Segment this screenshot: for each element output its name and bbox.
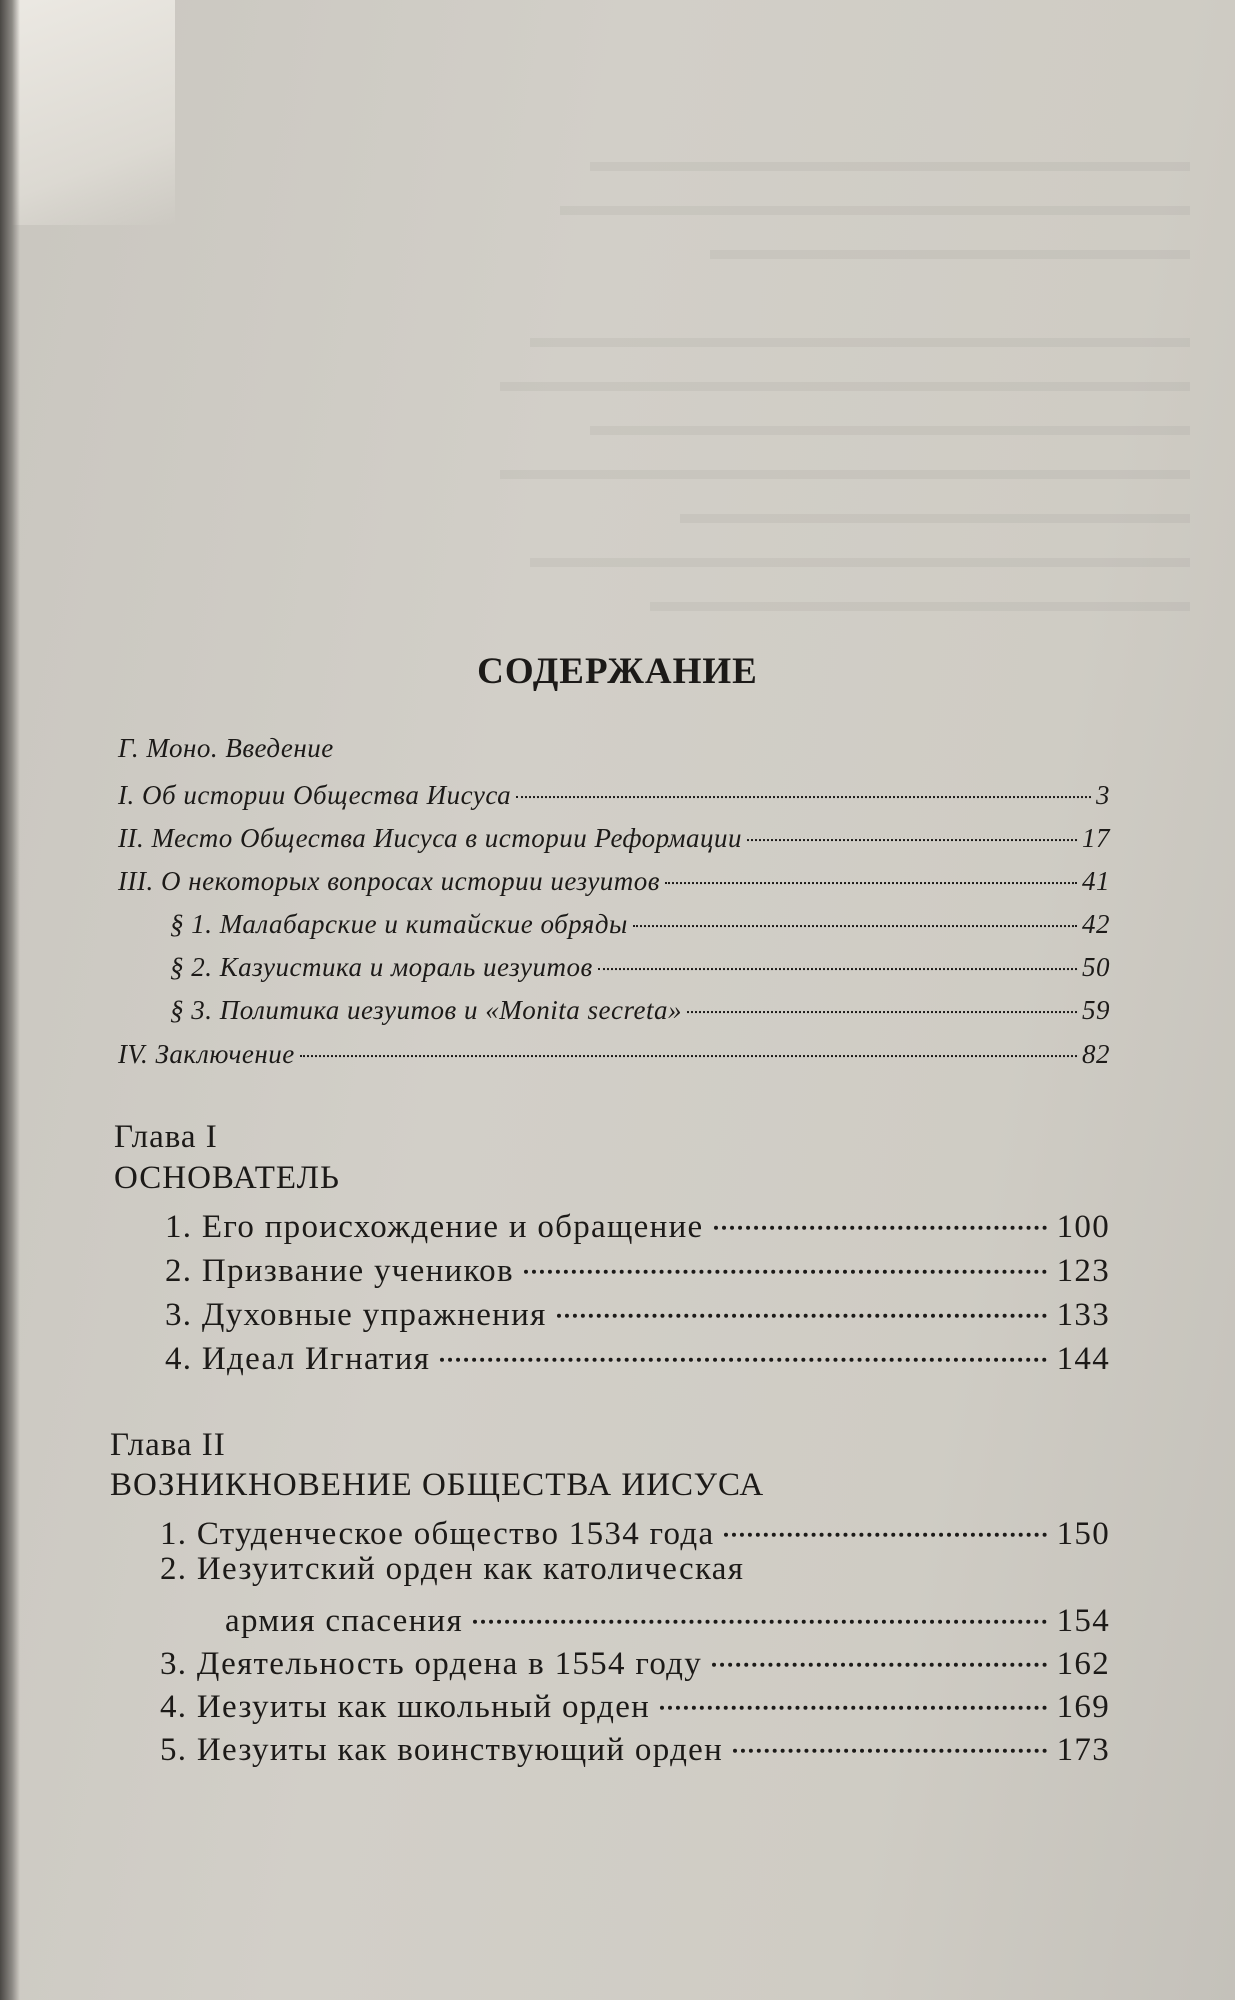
page-number: 82 <box>1082 1039 1110 1069</box>
dot-leader <box>665 855 1077 884</box>
toc-entry[interactable] <box>118 775 1110 811</box>
page-number: 162 <box>1056 1646 1110 1682</box>
chapter-title: ВОЗНИКНОВЕНИЕ ОБЩЕСТВА ИИСУСА <box>110 1467 765 1503</box>
corner-glare <box>0 0 175 225</box>
page-number: 59 <box>1082 995 1110 1025</box>
toc-entry[interactable] <box>118 818 1110 854</box>
entry-label: I. Об истории Общества Иисуса <box>118 780 512 810</box>
entry-label: II. Место Общества Иисуса в истории Реформации <box>118 823 743 853</box>
page-number: 150 <box>1056 1516 1110 1552</box>
entry-label: 2. Призвание учеников <box>165 1253 514 1289</box>
entry-label: IV. Заключение <box>118 1039 295 1069</box>
toc-entry[interactable] <box>165 1332 1110 1378</box>
entry-label: 1. Студенческое общество 1534 года <box>160 1516 715 1552</box>
entry-label: 3. Деятельность ордена в 1554 году <box>160 1646 703 1682</box>
dot-leader <box>714 1193 1047 1230</box>
dot-leader <box>687 984 1077 1013</box>
entry-label: § 2. Казуистика и мораль иезуитов <box>170 952 593 982</box>
toc-subentry[interactable] <box>170 990 1110 1026</box>
toc-entry[interactable] <box>118 1034 1110 1070</box>
dot-leader <box>473 1587 1047 1624</box>
entry-label: 5. Иезуиты как воинствующий орден <box>160 1732 724 1768</box>
entry-label: § 1. Малабарские и китайские обряды <box>170 909 628 939</box>
page-number: 50 <box>1082 952 1110 982</box>
page-number: 17 <box>1082 823 1110 853</box>
intro-heading: Г. Моно. Введение <box>118 733 334 763</box>
toc-entry[interactable] <box>160 1723 1110 1769</box>
entry-label-continuation: армия спасения <box>225 1603 463 1639</box>
entry-label: 4. Идеал Игнатия <box>165 1341 431 1377</box>
page-number: 100 <box>1056 1209 1110 1245</box>
entry-label: 1. Его происхождение и обращение <box>165 1209 704 1245</box>
page-number: 144 <box>1056 1341 1110 1377</box>
entry-label: 2. Иезуитский орден как католическая <box>160 1551 745 1587</box>
chapter-label: Глава II <box>110 1427 226 1463</box>
toc-entry[interactable] <box>118 861 1110 897</box>
dot-leader <box>660 1673 1046 1710</box>
entry-label: 4. Иезуиты как школьный орден <box>160 1689 651 1725</box>
page-number: 173 <box>1056 1732 1110 1768</box>
page-number: 169 <box>1056 1689 1110 1725</box>
page-number: 123 <box>1056 1253 1110 1289</box>
chapter-title: ОСНОВАТЕЛЬ <box>114 1160 340 1196</box>
page-number: 42 <box>1082 909 1110 939</box>
dot-leader <box>557 1281 1047 1318</box>
entry-label: § 3. Политика иезуитов и «Monita secreta» <box>170 995 682 1025</box>
show-through-texture: ▬▬▬▬▬▬▬▬▬▬▬▬▬▬▬▬▬▬▬▬ ▬▬▬▬▬▬▬▬▬▬▬▬▬▬▬▬▬▬▬▬▬ ▬▬▬▬▬▬▬▬▬▬▬▬▬▬▬▬ ▬▬▬▬▬▬▬▬▬▬▬▬▬▬▬▬▬▬▬▬▬▬ ▬▬▬▬▬▬▬▬▬▬▬▬▬▬▬▬▬▬▬▬▬▬▬ ▬▬▬▬▬▬▬▬▬▬▬▬▬▬▬▬▬▬▬▬ ▬▬▬▬▬▬▬▬▬▬▬▬▬▬▬▬▬▬▬▬▬▬▬ ▬▬▬▬▬▬▬▬▬▬▬▬▬▬▬▬▬ ▬▬▬▬▬▬▬▬▬▬▬▬▬▬▬▬▬▬▬▬▬▬ ▬▬▬▬▬▬▬▬▬▬▬▬▬▬▬▬▬▬ <box>500 145 1190 618</box>
dot-leader <box>300 1028 1077 1057</box>
page-number: 133 <box>1056 1297 1110 1333</box>
dot-leader <box>733 1716 1047 1753</box>
dot-leader <box>598 941 1077 970</box>
toc-subentry[interactable] <box>170 947 1110 983</box>
dot-leader <box>524 1237 1047 1274</box>
page-number: 41 <box>1082 866 1110 896</box>
dot-leader <box>440 1325 1046 1362</box>
dot-leader <box>747 812 1077 841</box>
entry-label: III. О некоторых вопросах истории иезуитов <box>118 866 661 896</box>
toc-title: СОДЕРЖАНИЕ <box>477 651 758 692</box>
toc-subentry[interactable] <box>170 904 1110 940</box>
dot-leader <box>724 1500 1046 1537</box>
dot-leader <box>633 898 1077 927</box>
dot-leader <box>712 1630 1047 1667</box>
page-number: 3 <box>1096 780 1110 810</box>
entry-label: 3. Духовные упражнения <box>165 1297 547 1333</box>
toc-entry[interactable] <box>160 1507 1110 1553</box>
page-edge-shadow <box>0 0 20 2000</box>
page-number: 154 <box>1056 1603 1110 1639</box>
chapter-label: Глава I <box>114 1119 218 1155</box>
dot-leader <box>516 769 1091 798</box>
